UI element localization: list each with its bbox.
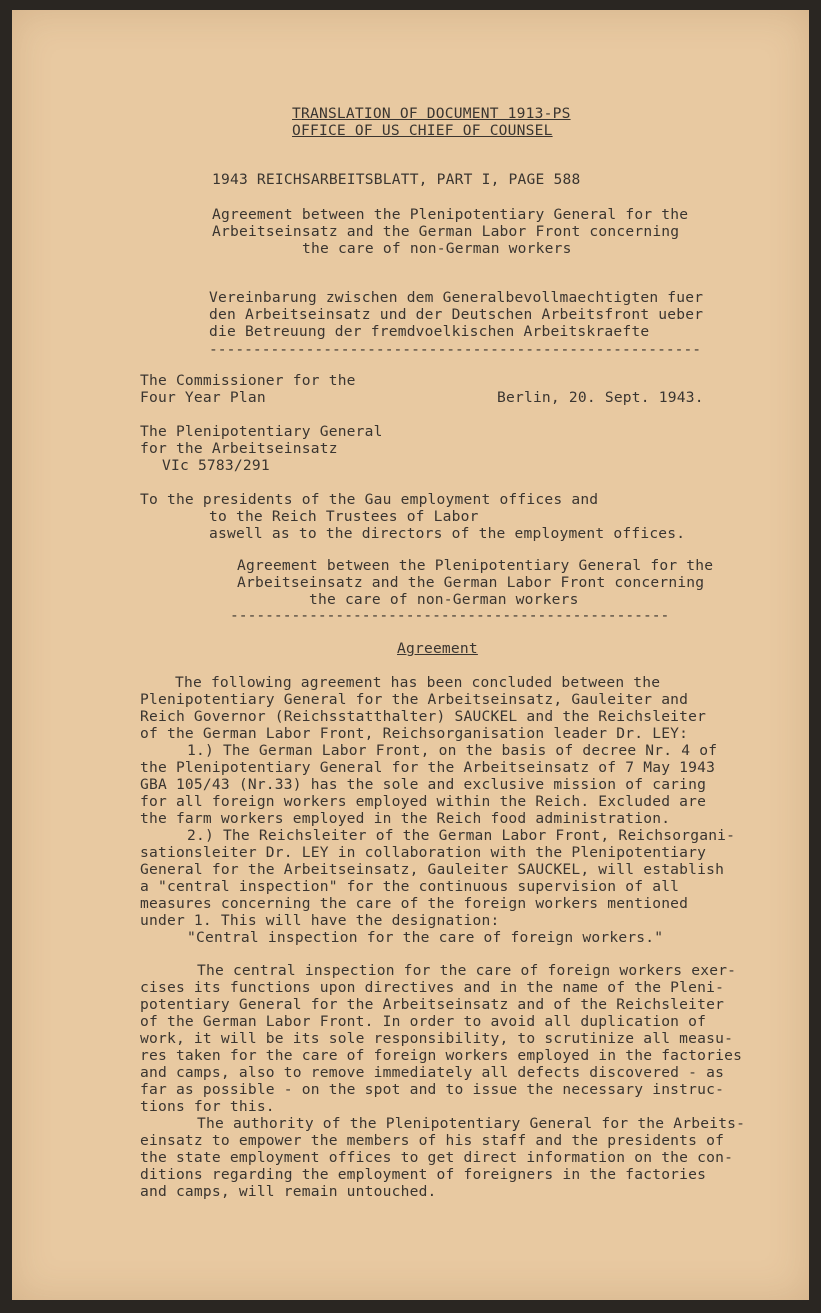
sender-line: The Plenipotentiary General (140, 423, 383, 440)
body-line: "Central inspection for the care of foreign workers." (187, 929, 664, 946)
body-line: of the German Labor Front. In order to avoid all duplication of (140, 1013, 707, 1030)
recipient-line: To the presidents of the Gau employment offices and (140, 491, 599, 508)
recipient-line: aswell as to the directors of the employment offices. (209, 525, 686, 542)
body-line: 2.) The Reichsleiter of the German Labor Front, Reichsorgani- (187, 827, 736, 844)
body-line: measures concerning the care of the foreign workers mentioned (140, 895, 689, 912)
body-line: The following agreement has been concluded between the (175, 674, 661, 691)
body-line: The central inspection for the care of foreign workers exer- (197, 962, 737, 979)
letter-date: Berlin, 20. Sept. 1943. (497, 389, 704, 406)
body-line: 1.) The German Labor Front, on the basis of decree Nr. 4 of (187, 742, 718, 759)
body-line: The authority of the Plenipotentiary General for the Arbeits- (197, 1115, 746, 1132)
reference-number: VIc 5783/291 (162, 457, 270, 474)
body-line: work, it will be its sole responsibility, to scrutinize all measu- (140, 1030, 734, 1047)
body-line: Plenipotentiary General for the Arbeitseinsatz, Gauleiter and (140, 691, 689, 708)
body-line: tions for this. (140, 1098, 275, 1115)
subject-line: Agreement between the Plenipotentiary General for the (237, 557, 714, 574)
body-line: for all foreign workers employed within the Reich. Excluded are (140, 793, 707, 810)
body-line: Reich Governor (Reichsstatthalter) SAUCKEL and the Reichsleiter (140, 708, 707, 725)
subject-separator: -------------------------------------------------- (230, 607, 670, 624)
source-reference: 1943 REICHSARBEITSBLATT, PART I, PAGE 588 (212, 171, 581, 188)
body-line: of the German Labor Front, Reichsorganisation leader Dr. LEY: (140, 725, 689, 742)
sender-line: Four Year Plan (140, 389, 266, 406)
separator-line: -------------------------------------------------------- (209, 341, 702, 358)
body-line: cises its functions upon directives and in the name of the Pleni- (140, 979, 725, 996)
body-line: the Plenipotentiary General for the Arbeitseinsatz of 7 May 1943 (140, 759, 716, 776)
document-subtitle: OFFICE OF US CHIEF OF COUNSEL (292, 122, 553, 139)
recipient-line: to the Reich Trustees of Labor (209, 508, 479, 525)
document-page (12, 10, 809, 1300)
german-title-line: Vereinbarung zwischen dem Generalbevollmaechtigten fuer (209, 289, 704, 306)
german-title-line: den Arbeitseinsatz und der Deutschen Arbeitsfront ueber (209, 306, 704, 323)
body-line: a "central inspection" for the continuous supervision of all (140, 878, 680, 895)
subject-line: the care of non-German workers (309, 591, 579, 608)
body-line: and camps, also to remove immediately all defects discovered - as (140, 1064, 725, 1081)
body-line: ditions regarding the employment of foreigners in the factories (140, 1166, 707, 1183)
sender-line: for the Arbeitseinsatz (140, 440, 338, 457)
body-line: General for the Arbeitseinsatz, Gauleiter SAUCKEL, will establish (140, 861, 725, 878)
document-title: TRANSLATION OF DOCUMENT 1913-PS (292, 105, 571, 122)
body-line: res taken for the care of foreign workers employed in the factories (140, 1047, 743, 1064)
body-line: sationsleiter Dr. LEY in collaboration with the Plenipotentiary (140, 844, 707, 861)
sender-line: The Commissioner for the (140, 372, 356, 389)
english-title-line: Agreement between the Plenipotentiary General for the (212, 206, 689, 223)
body-line: einsatz to empower the members of his staff and the presidents of (140, 1132, 725, 1149)
body-line: under 1. This will have the designation: (140, 912, 500, 929)
body-line: GBA 105/43 (Nr.33) has the sole and exclusive mission of caring (140, 776, 707, 793)
english-title-line: Arbeitseinsatz and the German Labor Front concerning (212, 223, 680, 240)
body-line: and camps, will remain untouched. (140, 1183, 437, 1200)
english-title-line: the care of non-German workers (302, 240, 572, 257)
body-line: potentiary General for the Arbeitseinsatz and of the Reichsleiter (140, 996, 725, 1013)
agreement-heading: Agreement (397, 640, 478, 657)
body-line: far as possible - on the spot and to issue the necessary instruc- (140, 1081, 725, 1098)
german-title-line: die Betreuung der fremdvoelkischen Arbeitskraefte (209, 323, 650, 340)
body-line: the farm workers employed in the Reich food administration. (140, 810, 671, 827)
subject-line: Arbeitseinsatz and the German Labor Front concerning (237, 574, 705, 591)
body-line: the state employment offices to get direct information on the con- (140, 1149, 734, 1166)
